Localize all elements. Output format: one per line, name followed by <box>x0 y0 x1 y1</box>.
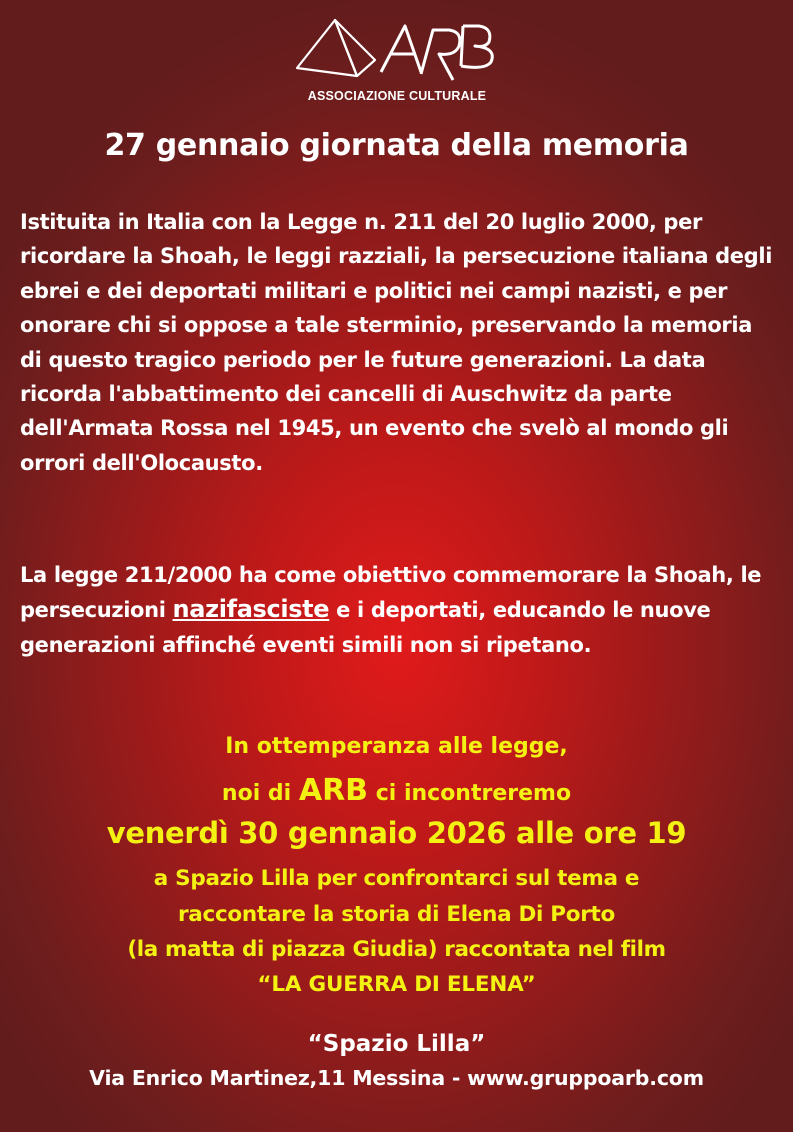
nazifasciste-highlight: nazifasciste <box>172 595 330 624</box>
pyramid-logo-icon <box>293 16 508 88</box>
page-title: 27 gennaio giornata della memoria <box>104 128 689 163</box>
announcement-line-6: (la matta di piazza Giudia) raccontata nel film <box>127 937 666 962</box>
logo-subtitle: ASSOCIAZIONE CULTURALE <box>307 89 487 103</box>
announcement-line-1: In ottemperanza alle legge, <box>225 734 568 759</box>
law-text-after: e i deportati, educando le nuove generazioni affinché eventi simili non si ripetano. <box>20 598 711 657</box>
announcement-line-5: raccontare la storia di Elena Di Porto <box>178 902 615 927</box>
intro-paragraph: Istituita in Italia con la Legge n. 211 del 20 luglio 2000, per ricordare la Shoah, le leggi razziali, la persecuzione italiana degli ebrei e dei deportati militari e politici nei campi nazisti, e per onorare chi si oppose a tale sterminio, preservando la memoria di questo tragico periodo per le future generazioni. La data ricorda l'abbattimento dei cancelli di Auschwitz da parte dell'Armata Rossa nel 1945, un evento che svelò al mondo gli orrori dell'Olocausto. <box>20 210 773 475</box>
announcement-line-2 <box>0 773 793 808</box>
law-paragraph <box>20 558 780 662</box>
venue-address: Via Enrico Martinez,11 Messina - www.gruppoarb.com <box>89 1066 704 1090</box>
film-title: “LA GUERRA DI ELENA” <box>257 972 536 997</box>
event-date: venerdì 30 gennaio 2026 alle ore 19 <box>106 816 687 850</box>
law-text-before: La legge 211/2000 ha come obiettivo commemorare la Shoah, le persecuzioni <box>20 563 762 623</box>
venue-name: “Spazio Lilla” <box>307 1031 486 1057</box>
announcement-line-2-before: noi di <box>221 781 299 806</box>
arb-logo <box>293 16 508 108</box>
announcement-line-4: a Spazio Lilla per confrontarci sul tema e <box>153 866 640 891</box>
arb-brand-text: ARB <box>298 773 369 808</box>
announcement-line-2-after: ci incontreremo <box>368 781 572 806</box>
